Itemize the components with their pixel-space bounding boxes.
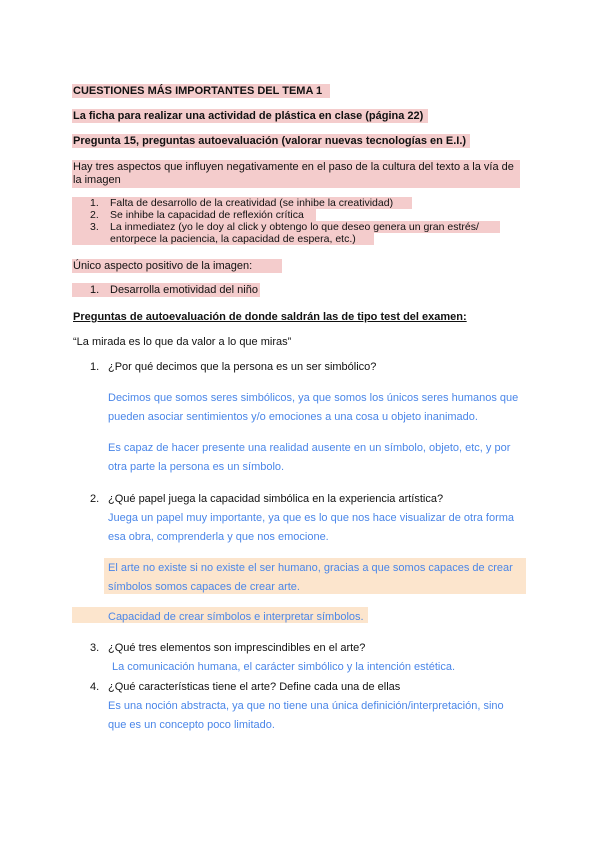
answer-3: La comunicación humana, el carácter simbólico y la intención estética. (112, 661, 456, 673)
neg-list-item-3: La inmediatez (yo le doy al click y obtengo lo que deseo genera un gran estrés/ (110, 221, 479, 233)
answer-2-line-2: esa obra, comprenderla y que nos emocione. (108, 531, 329, 543)
subtitle-ficha: La ficha para realizar una actividad de plástica en clase (página 22) (73, 110, 424, 122)
answer-1b-line-2: otra parte la persona es un símbolo. (108, 461, 285, 473)
question-2-num: 2. (90, 493, 100, 505)
answer-1-line-2: pueden asociar sentimientos y/o emociones a una cosa u objeto inanimado. (108, 411, 478, 423)
subtitle-pregunta-15: Pregunta 15, preguntas autoevaluación (valorar nuevas tecnologías en E.I.) (73, 135, 467, 147)
question-3-num: 3. (90, 642, 100, 654)
page-title: CUESTIONES MÁS IMPORTANTES DEL TEMA 1 (73, 85, 323, 97)
question-4: ¿Qué características tiene el arte? Define cada una de ellas (108, 681, 401, 693)
answer-1-line-1: Decimos que somos seres simbólicos, ya que somos los únicos seres humanos que (108, 392, 519, 404)
neg-list-item-2: Se inhibe la capacidad de reflexión crítica (110, 209, 304, 221)
pos-list-item-1: Desarrolla emotividad del niño (110, 284, 258, 296)
neg-list-item-1: Falta de desarrollo de la creatividad (se inhibe la creatividad) (110, 197, 394, 209)
pos-list-num-1: 1. (90, 284, 100, 296)
question-3: ¿Qué tres elementos son imprescindibles en el arte? (108, 642, 366, 654)
answer-2-line-1: Juega un papel muy importante, ya que es lo que nos hace visualizar de otra forma (108, 512, 515, 524)
question-2: ¿Qué papel juega la capacidad simbólica en la experiencia artística? (108, 493, 444, 505)
intro-line-2: la imagen (73, 174, 121, 186)
neg-list-num-1: 1. (90, 197, 99, 209)
answer-4-line-2: que es un concepto poco limitado. (108, 719, 275, 731)
neg-list-num-2: 2. (90, 209, 99, 221)
answer-1b-line-1: Es capaz de hacer presente una realidad ausente en un símbolo, objeto, etc, y por (108, 442, 511, 454)
positive-heading: Único aspecto positivo de la imagen: (73, 260, 253, 272)
intro-line-1: Hay tres aspectos que influyen negativamente en el paso de la cultura del texto a la vía de (73, 161, 514, 173)
quote: “La mirada es lo que da valor a lo que miras” (73, 336, 292, 348)
answer-2b-line-2: símbolos somos capaces de crear arte. (108, 581, 300, 593)
answer-2b-line-1: El arte no existe si no existe el ser humano, gracias a que somos capaces de crear (108, 562, 513, 574)
question-1-num: 1. (90, 361, 100, 373)
neg-list-item-3-cont: entorpece la paciencia, la capacidad de espera, etc.) (110, 233, 356, 245)
question-4-num: 4. (90, 681, 100, 693)
answer-2c: Capacidad de crear símbolos e interpretar símbolos. (108, 611, 364, 623)
answer-4-line-1: Es una noción abstracta, ya que no tiene una única definición/interpretación, sino (108, 700, 504, 712)
question-1: ¿Por qué decimos que la persona es un ser simbólico? (108, 361, 377, 373)
questions-heading: Preguntas de autoevaluación de donde saldrán las de tipo test del examen: (73, 311, 467, 323)
neg-list-num-3: 3. (90, 221, 99, 233)
